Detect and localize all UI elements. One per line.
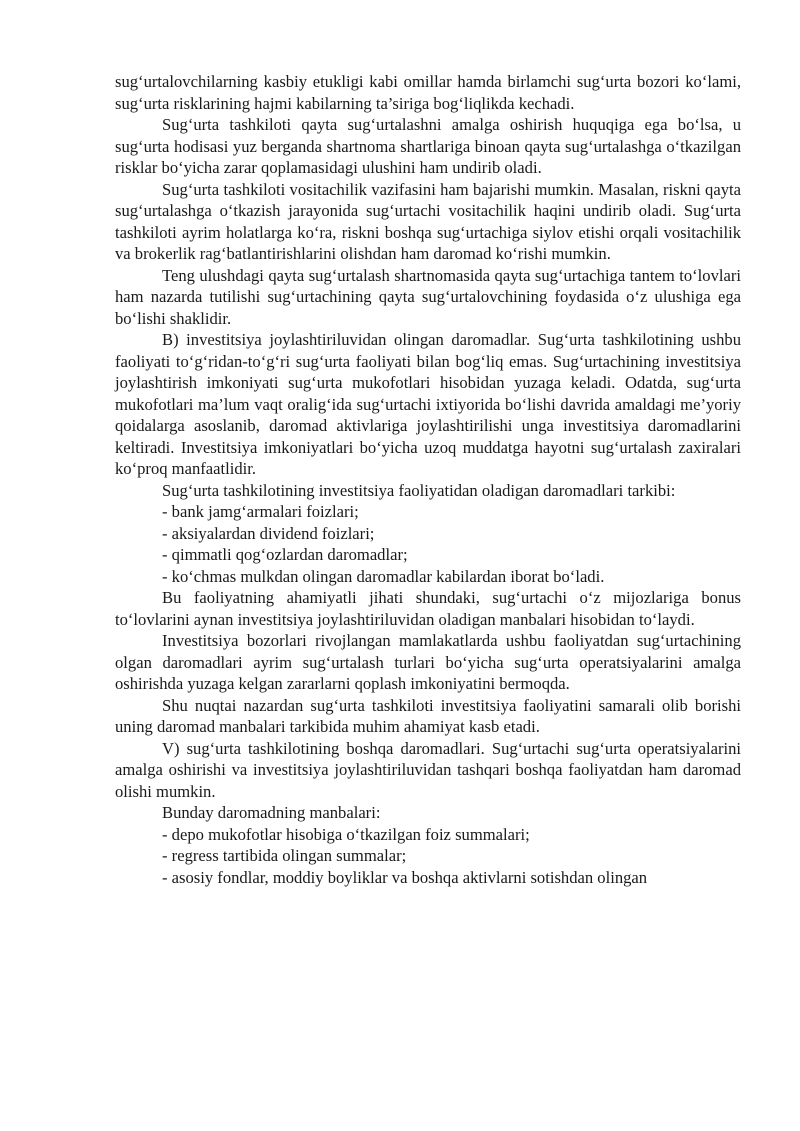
paragraph-developed-markets: Investitsiya bozorlari rivojlangan mamlakatlarda ushbu faoliyatdan sug‘urtachining olgan daromadlari ayrim sug‘urtalash turlari bo‘yicha sug‘urta operatsiyalarini amalga oshirishda yuzaga kelgan zararlarni qoplash imkoniyatini bermoqda. [115, 631, 741, 693]
paragraph-investment-income: B) investitsiya joylashtiriluvidan olingan daromadlar. Sug‘urta tashkilotining ushbu faoliyati to‘g‘ridan-to‘g‘ri sug‘urta faoliyati bilan bog‘liq emas. Sug‘urtachining investitsiya joylashtirish imkoniyati sug‘urta mukofotlari hisobidan yuzaga keladi. Odatda, sug‘urta mukofotlari ma’lum vaqt oralig‘ida sug‘urtachi ixtiyorida bo‘lishi davrida amaldagi me’yoriy qoidalarga asoslanib, daromad aktivlariga joylashtirilishi unga investitsiya daromadlarini keltiradi. Investitsiya imkoniyatlari bo‘yicha uzoq muddatga hayotni sug‘urtalash zaxiralari ko‘proq manfaatlidir. [115, 330, 741, 478]
list-item: - depo mukofotlar hisobiga o‘tkazilgan foiz summalari; [162, 824, 530, 844]
list-item: - aksiyalardan dividend foizlari; [162, 523, 375, 543]
document-page [115, 71, 741, 888]
paragraph-sources-heading: Bunday daromadning manbalari: [162, 803, 381, 822]
paragraph-tantieme: Teng ulushdagi qayta sug‘urtalash shartnomasida qayta sug‘urtachiga tantem to‘lovlari ham nazarda tutilishi sug‘urtachining qayta sug‘urtalovchining foydasida o‘z ulushiga ega bo‘lishi shaklidir. [115, 265, 741, 328]
list-item: - qimmatli qog‘ozlardan daromadlar; [162, 545, 408, 564]
paragraph-investment-structure: Sug‘urta tashkilotining investitsiya faoliyatidan oladigan daromadlari tarkibi: [162, 480, 676, 500]
list-item: - regress tartibida olingan summalar; [162, 846, 407, 865]
paragraph-reinsurance-rights: Sug‘urta tashkiloti qayta sug‘urtalashni amalga oshirish huquqiga ega bo‘lsa, u sug‘urta hodisasi yuz berganda shartnoma shartlariga binoan qayta sug‘urtalashga o‘tkazilgan risklar bo‘yicha zarar qoplamasidagi ulushini ham undirib oladi. [115, 115, 741, 177]
paragraph-intermediary-function: Sug‘urta tashkiloti vositachilik vazifasini ham bajarishi mumkin. Masalan, riskni qayta sug‘urtalashga o‘tkazish jarayonida sug‘urtachi vositachilik haqini undirib oladi. Sug‘urta tashkiloti ayrim holatlarga ko‘ra, riskni boshqa sug‘urtachiga siylov etishi orqali vositachilik va brokerlik rag‘batlantirishlarini olishdan ham daromad ko‘rishi mumkin. [115, 179, 741, 263]
paragraph-bonus-payments: Bu faoliyatning ahamiyatli jihati shundaki, sug‘urtachi o‘z mijozlariga bonus to‘lovlarini aynan investitsiya joylashtiriluvidan oladigan manbalari hisobidan to‘laydi. [115, 588, 741, 629]
list-item: - bank jamg‘armalari foizlari; [162, 502, 359, 521]
paragraph-continuation: sug‘urtalovchilarning kasbiy etukligi kabi omillar hamda birlamchi sug‘urta bozori ko‘lami, sug‘urta risklarining hajmi kabilarning ta’siriga bog‘liqlikda kechadi. [115, 72, 741, 113]
paragraph-other-income: V) sug‘urta tashkilotining boshqa daromadlari. Sug‘urtachi sug‘urta operatsiyalarini amalga oshirishi va investitsiya joylashtiriluvidan tashqari boshqa faoliyatdan ham daromad olishi mumkin. [115, 738, 741, 801]
list-item: - ko‘chmas mulkdan olingan daromadlar kabilardan iborat bo‘ladi. [162, 566, 605, 586]
paragraph-importance: Shu nuqtai nazardan sug‘urta tashkiloti investitsiya faoliyatini samarali olib borishi uning daromad manbalari tarkibida muhim ahamiyat kasb etadi. [115, 695, 741, 736]
list-item: - asosiy fondlar, moddiy boyliklar va boshqa aktivlarni sotishdan olingan [162, 867, 648, 887]
